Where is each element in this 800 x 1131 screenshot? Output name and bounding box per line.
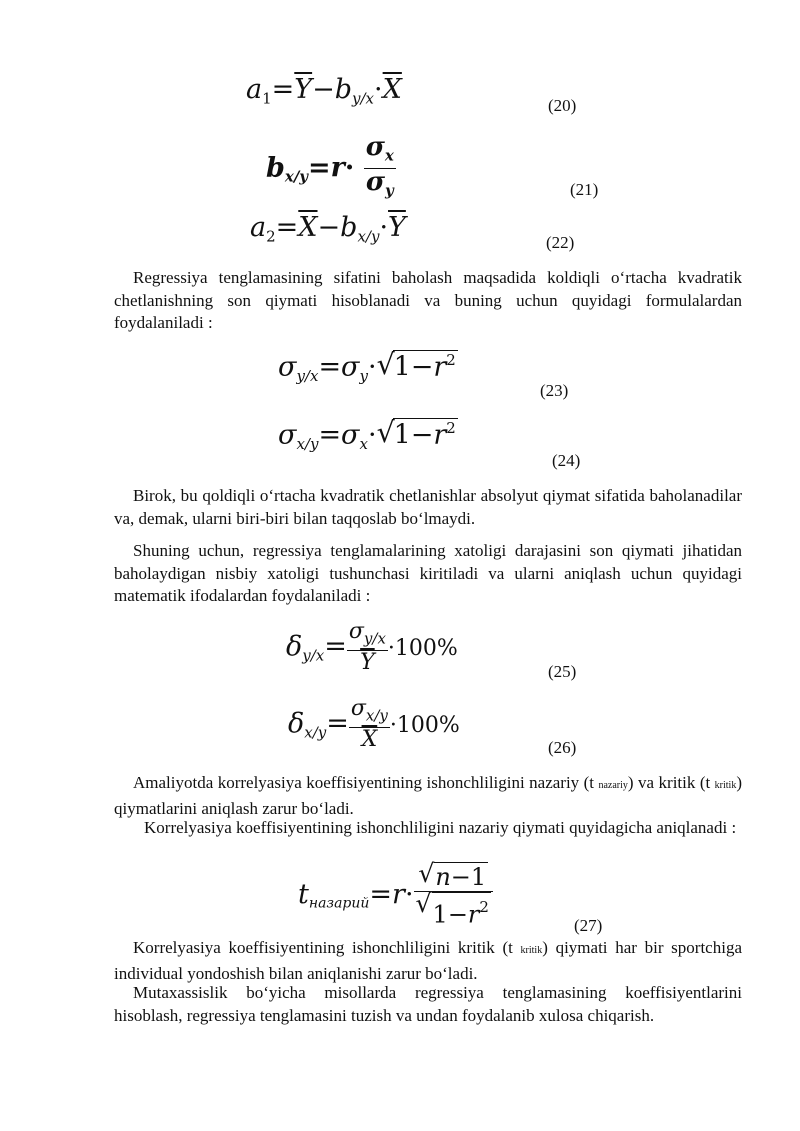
paragraph-regression-quality: Regressiya tenglamasining sifatini baholash maqsadida koldiqli o‘rtacha kvadratik chetlanishning son qiymati hisoblanadi va buning uchun quyidagi formulalardan foydalaniladi : xyxy=(114,268,742,332)
paragraph-practice: Amaliyotda korrelyasiya koeffisiyentining ishonchliligini nazariy (t nazariy) va kritik (t kritik) qiymatlarini aniqlash zarur bo‘ladi. xyxy=(114,773,743,818)
equation-number-22: (22) xyxy=(546,233,575,252)
equation-27-subscript: назарий xyxy=(308,895,370,912)
equation-number-21: (21) xyxy=(570,180,599,199)
subscript-kritik-2: kritik xyxy=(520,945,543,956)
equation-number-27: (27) xyxy=(574,916,603,935)
equation-27: $t_{назарий}=r\cdot$ √ n−1 √ $1-r^2$ xyxy=(298,862,493,929)
equation-23: $\sigma_{y/x}=\sigma_y\cdot$ √ $1-r^2$ xyxy=(278,350,458,385)
equation-20: $a_1=\overline{Y}-b_{y/x}\cdot\overline{X}$ xyxy=(246,74,402,108)
equation-25: $\delta_{y/x}=$ $\frac{\sigma_{y/x}}{Y}$ ·100% xyxy=(286,619,458,676)
equation-number-23: (23) xyxy=(540,381,569,400)
equation-24: $\sigma_{x/y}=\sigma_x\cdot$ √ $1-r^2$ xyxy=(278,418,458,453)
equation-26: $\delta_{x/y}=$ $\frac{\sigma_{x/y}}{X}$ ·100% xyxy=(288,696,460,753)
paragraph-absolute-values: Birok, bu qoldiqli o‘rtacha kvadratik chetlanishlar absolyut qiymat sifatida baholanadilar va, demak, ularni biri-biri bilan taqqoslab bo‘lmaydi. xyxy=(114,486,742,528)
equation-22: $a_2=\overline{X}-b_{x/y}\cdot\overline{Y}$ xyxy=(250,212,406,246)
paragraph-critical-value: Korrelyasiya koeffisiyentining ishonchliligini kritik (t kritik) qiymati har bir sportchiga individual yondoshish bilan aniqlanishi zarur bo‘ladi. xyxy=(114,938,742,983)
paragraph-relative-error: Shuning uchun, regressiya tenglamalarining xatoligi darajasini son qiymati jihatidan baholaydigan nisbiy xatoligi tushunchasi kiritiladi va ularni aniqlash uchun quyidagi matematik ifodalardan foydalaniladi : xyxy=(114,541,742,605)
paragraph-theoretical-value: Korrelyasiya koeffisiyentining ishonchliligini nazariy qiymati quyidagicha aniqlanadi : xyxy=(144,818,737,837)
equation-number-26: (26) xyxy=(548,738,577,757)
subscript-kritik: kritik xyxy=(714,780,737,791)
equation-number-25: (25) xyxy=(548,662,577,681)
subscript-nazariy: nazariy xyxy=(598,780,628,791)
equation-21: $b_{x/y}=r\cdot$ $\frac{\sigma_x}{\sigma_y}$ xyxy=(266,134,396,204)
paragraph-specialty-examples: Mutaxassislik bo‘yicha misollarda regressiya tenglamasining koeffisiyentlarini hisoblash, regressiya tenglamasini tuzish va undan foydalanib xulosa chiqarish. xyxy=(114,983,742,1025)
equation-number-20: (20) xyxy=(548,96,577,115)
equation-number-24: (24) xyxy=(552,451,581,470)
